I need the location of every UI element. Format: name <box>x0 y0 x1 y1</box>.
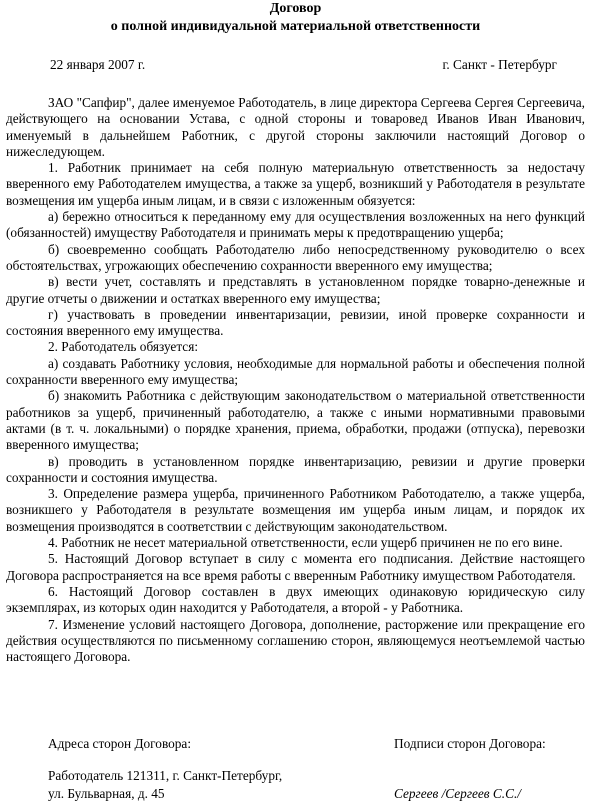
paragraph-2: 2. Работодатель обязуется: <box>48 339 199 355</box>
paragraph-3: 3. Определение размера ущерба, причиненного Работником Работодателю, а также ущерба, возникшего у Работодателя в результате возмещения им ущерба иным лицам, и порядок их возмещения производятся в соответствии с действующим законодательством. <box>6 486 585 534</box>
date-city-row <box>6 57 585 75</box>
paragraph-6: 6. Настоящий Договор составлен в двух имеющих одинаковую юридическую силу экземплярах, из которых один находится у Работодателя, а второй - у Работника. <box>6 583 585 616</box>
contract-date: 22 января 2007 г. <box>50 57 146 72</box>
paragraph-1a: а) бережно относиться к переданному ему для осуществления возложенных на него функций (обязанностей) имуществу Работодателя и принимать меры к предотвращению ущерба; <box>6 209 585 241</box>
addresses-label: Адреса сторон Договора: <box>48 736 192 751</box>
paragraph-5: 5. Настоящий Договор вступает в силу с момента его подписания. Действие настоящего Договора распространяется на все время работы с вверенным Работнику имуществом Работодателя. <box>6 551 585 583</box>
signature-script: Сергеев <box>394 786 439 801</box>
paragraph-1b: б) своевременно сообщать Работодателю либо непосредственному руководителю о всех обстоятельствах, угрожающих обеспечению сохранности вверенного ему имущества; <box>6 241 585 273</box>
paragraph-preamble: ЗАО "Сапфир", далее именуемое Работодатель, в лице директора Сергеева Сергея Сергеевича, действующего на основании Устава, с одной стороны и товаровед Иванов Иван Иванович, именуемый в дальнейшем Работник, с другой стороны заключили настоящий Договор о нижеследующем. <box>6 95 585 159</box>
paragraph-1d: г) участвовать в проведении инвентаризации, ревизии, иной проверке сохранности и состояния вверенного ему имущества. <box>6 306 585 339</box>
paragraph-2c: в) проводить в установленном порядке инвентаризацию, ревизии и другие проверки сохранности и состояния имущества. <box>6 453 585 485</box>
contract-city: г. Санкт - Петербург <box>442 57 557 72</box>
contract-footer <box>6 736 585 801</box>
employer-address-line2: ул. Бульварная, д. 45 <box>48 786 165 801</box>
paragraph-7: 7. Изменение условий настоящего Договора, дополнение, расторжение или прекращение его действия осуществляются по письменному соглашению сторон, являющемуся неотъемлемой частью настоящего Договора. <box>6 616 585 665</box>
paragraph-1: 1. Работник принимает на себя полную материальную ответственность за недостачу вверенного ему Работодателем имущества, а также за ущерб, возникший у Работодателя в результате возмещения им ущерба иным лицам, и в связи с изложенным обязуется: <box>6 160 585 208</box>
paragraph-2b: б) знакомить Работника с действующим законодательством о материальной ответственности работников за ущерб, причиненный работодателю, а также с иными нормативными правовыми актами (в т. ч. локальными) о порядке хранения, приема, обработки, продажи (отпуска), перевозки вверенного имущества; <box>6 388 585 453</box>
document-title-line1: Договор <box>269 1 322 16</box>
employer-address-line1: Работодатель 121311, г. Санкт-Петербург, <box>48 768 283 783</box>
paragraph-4: 4. Работник не несет материальной ответственности, если ущерб причинен не по его вине. <box>48 535 563 551</box>
employer-signature <box>394 786 521 802</box>
signature-name: /Сергеев С.С./ <box>441 786 521 801</box>
paragraph-2a: а) создавать Работнику условия, необходимые для нормальной работы и обеспечения полной сохранности вверенного ему имущества; <box>6 355 585 388</box>
paragraph-1c: в) вести учет, составлять и представлять в установленном порядке товарно-денежные и другие отчеты о движении и остатках вверенного ему имущества; <box>6 274 585 306</box>
contract-body <box>6 95 585 665</box>
signatures-label: Подписи сторон Договора: <box>394 736 546 751</box>
footer-labels-row <box>6 736 585 752</box>
document-title-line2: о полной индивидуальной материальной ответственности <box>110 19 481 34</box>
